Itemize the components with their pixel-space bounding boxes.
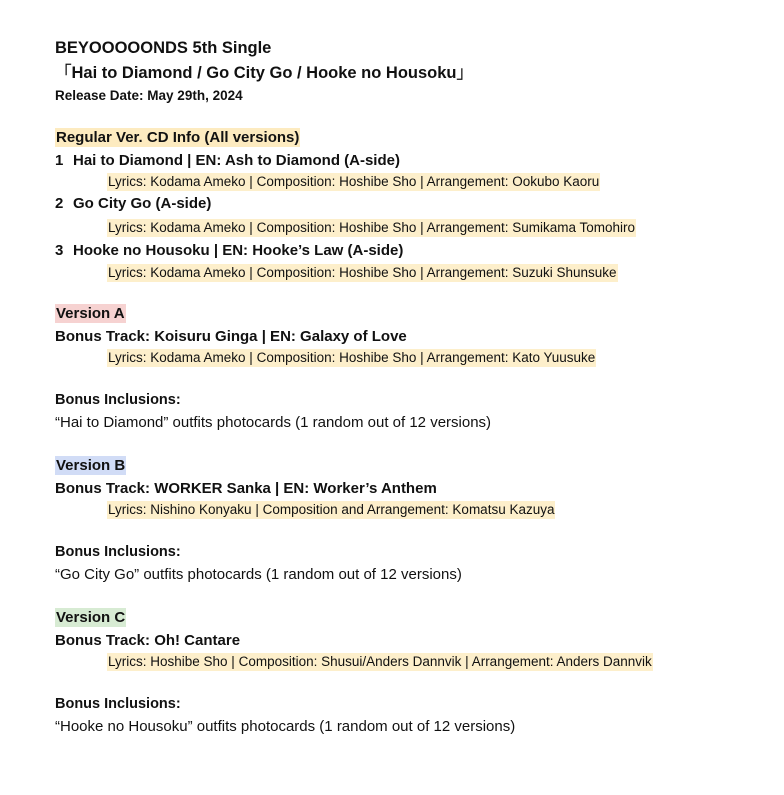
version-c-section	[55, 608, 784, 736]
track-number: 2	[55, 195, 64, 212]
bonus-inclusions-heading: Bonus Inclusions:	[55, 392, 181, 408]
version-a-heading: Version A	[56, 305, 125, 322]
regular-heading: Regular Ver. CD Info (All versions)	[56, 129, 300, 146]
track-2	[55, 194, 784, 213]
version-b-section	[55, 456, 784, 584]
version-a-section	[55, 304, 784, 432]
track-number: 1	[55, 152, 64, 169]
track-title: Hai to Diamond | EN: Ash to Diamond (A-side)	[73, 152, 400, 169]
track-credits: Lyrics: Kodama Ameko | Composition: Hoshibe Sho | Arrangement: Suzuki Shunsuke	[108, 265, 617, 280]
bonus-track-credits: Lyrics: Hoshibe Sho | Composition: Shusui/Anders Dannvik | Arrangement: Anders Dannvik	[108, 654, 652, 669]
track-1	[55, 151, 784, 170]
track-3	[55, 241, 784, 260]
bonus-inclusions-text: “Hai to Diamond” outfits photocards (1 random out of 12 versions)	[55, 414, 492, 431]
track-credits: Lyrics: Kodama Ameko | Composition: Hoshibe Sho | Arrangement: Ookubo Kaoru	[108, 174, 600, 189]
bonus-track: Bonus Track: Koisuru Ginga | EN: Galaxy of Love	[55, 328, 407, 345]
bonus-track-credits: Lyrics: Nishino Konyaku | Composition and Arrangement: Komatsu Kazuya	[108, 502, 555, 517]
version-b-heading: Version B	[56, 457, 126, 474]
bonus-inclusions-heading: Bonus Inclusions:	[55, 544, 181, 560]
release-date: Release Date: May 29th, 2024	[55, 88, 243, 103]
single-title: BEYOOOOONDS 5th Single	[55, 39, 272, 57]
track-credits: Lyrics: Kodama Ameko | Composition: Hoshibe Sho | Arrangement: Sumikama Tomohiro	[108, 220, 636, 235]
bonus-inclusions-text: “Go City Go” outfits photocards (1 random out of 12 versions)	[55, 566, 462, 583]
version-c-heading: Version C	[56, 609, 126, 626]
track-title: Go City Go (A-side)	[73, 195, 212, 212]
bonus-inclusions-heading: Bonus Inclusions:	[55, 696, 181, 712]
track-number: 3	[55, 242, 64, 259]
bonus-inclusions-text: “Hooke no Housoku” outfits photocards (1 random out of 12 versions)	[55, 718, 516, 735]
bonus-track: Bonus Track: WORKER Sanka | EN: Worker’s Anthem	[55, 480, 437, 497]
bonus-track: Bonus Track: Oh! Cantare	[55, 632, 241, 649]
regular-section	[55, 128, 784, 282]
track-title: Hooke no Housoku | EN: Hooke’s Law (A-side)	[73, 242, 404, 259]
single-subtitle: 「Hai to Diamond / Go City Go / Hooke no Housoku」	[55, 64, 474, 82]
bonus-track-credits: Lyrics: Kodama Ameko | Composition: Hoshibe Sho | Arrangement: Kato Yuusuke	[108, 350, 596, 365]
